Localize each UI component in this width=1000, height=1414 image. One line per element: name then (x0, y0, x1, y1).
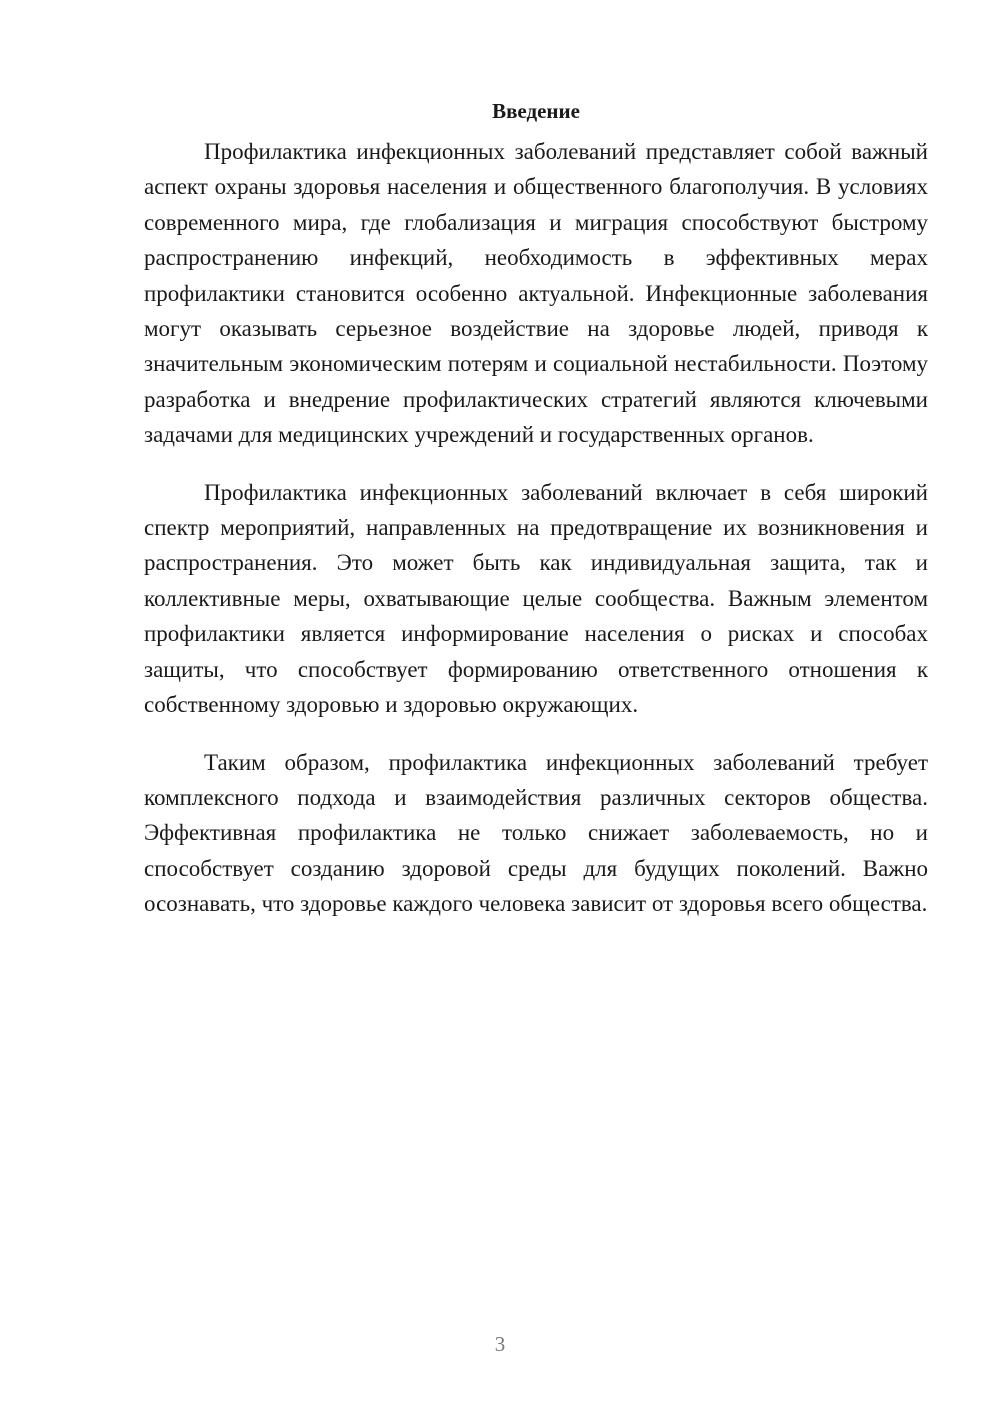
page-number: 3 (494, 1332, 506, 1356)
page-content (144, 96, 928, 944)
paragraph-1: Профилактика инфекционных заболеваний представляет собой важный аспект охраны здоровья населения и общественного благополучия. В условиях современного мира, где глобализация и миграция способствуют быстрому распространению инфекций, необходимость в эффективных мерах профилактики становится особенно актуальной. Инфекционные заболевания могут оказывать серьезное воздействие на здоровье людей, приводя к значительным экономическим потерям и социальной нестабильности. Поэтому разработка и внедрение профилактических стратегий являются ключевыми задачами для медицинских учреждений и государственных органов. (144, 139, 928, 448)
paragraph-2: Профилактика инфекционных заболеваний включает в себя широкий спектр мероприятий, направленных на предотвращение их возникновения и распространения. Это может быть как индивидуальная защита, так и коллективные меры, охватывающие целые сообщества. Важным элементом профилактики является информирование населения о рисках и способах защиты, что способствует формированию ответственного отношения к собственному здоровью и здоровью окружающих. (144, 479, 928, 718)
paragraph-3: Таким образом, профилактика инфекционных заболеваний требует комплексного подхода и взаимодействия различных секторов общества. Эффективная профилактика не только снижает заболеваемость, но и способствует созданию здоровой среды для будущих поколений. Важно осознавать, что здоровье каждого человека зависит от здоровья всего общества. (144, 749, 928, 917)
page-heading: Введение (492, 99, 580, 123)
